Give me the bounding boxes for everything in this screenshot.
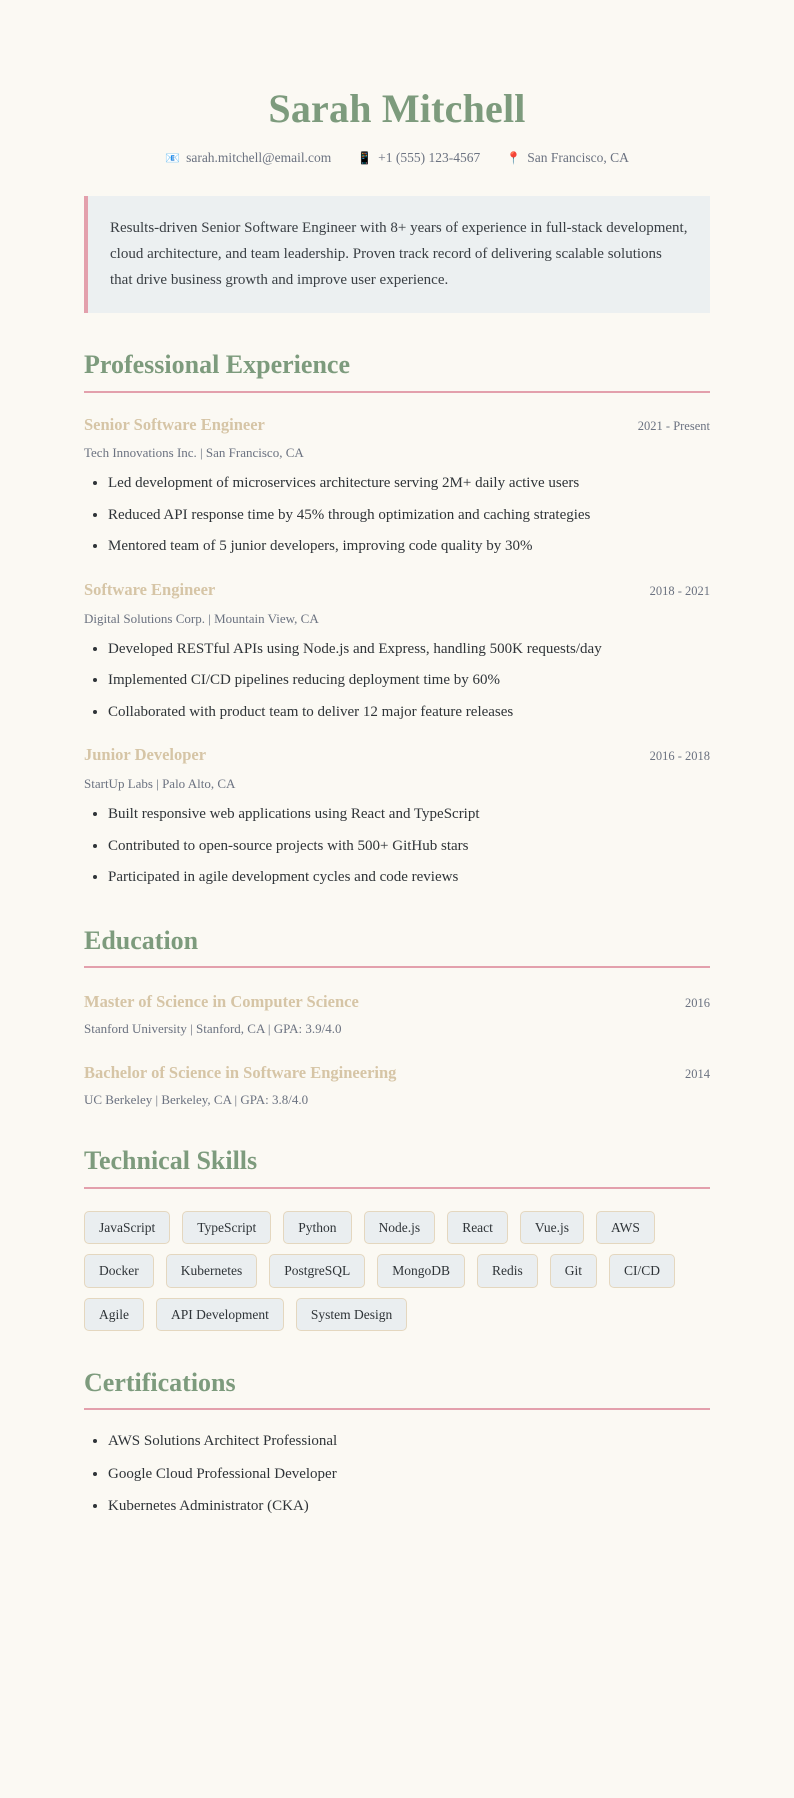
degree-title: Master of Science in Computer Science [84,991,359,1011]
skill-tag[interactable]: React [447,1211,508,1245]
job-bullets [84,472,710,558]
section-title-education: Education [84,925,199,955]
skill-tag[interactable]: TypeScript [182,1211,271,1245]
contact-email-text: sarah.mitchell@email.com [186,150,332,165]
job-bullets [84,638,710,724]
experience-entry-head [84,745,710,766]
job-company: Digital Solutions Corp. | Mountain View, CA [84,610,319,626]
education-entry [84,992,710,1039]
candidate-name: Sarah Mitchell [268,86,526,131]
job-date: 2016 - 2018 [649,749,710,764]
contact-email[interactable] [165,150,331,166]
education-entry [84,1063,710,1110]
section-title-certifications: Certifications [84,1368,236,1398]
skill-tag[interactable]: Docker [84,1254,154,1288]
job-date: 2021 - Present [637,418,710,433]
location-pin-icon: 📍 [506,151,522,165]
skill-tag[interactable]: Node.js [364,1211,436,1245]
skill-tag[interactable]: Kubernetes [166,1254,257,1288]
contact-location-text: San Francisco, CA [527,150,629,165]
phone-icon: 📱 [357,151,373,165]
degree-institution: UC Berkeley | Berkeley, CA | GPA: 3.8/4.0 [84,1092,309,1108]
job-bullet: • Participated in agile development cycles and code reviews [108,866,710,889]
skill-tag[interactable]: PostgreSQL [269,1254,365,1288]
certification-item: • Google Cloud Professional Developer [108,1463,710,1486]
section-divider [84,1408,710,1410]
degree-date: 2016 [685,995,710,1010]
job-bullet: • Built responsive web applications using React and TypeScript [108,803,710,826]
job-bullet: • Developed RESTful APIs using Node.js and Express, handling 500K requests/day [108,638,710,661]
degree-title: Bachelor of Science in Software Engineering [84,1062,397,1082]
certification-item: • Kubernetes Administrator (CKA) [108,1495,710,1518]
certification-item: • AWS Solutions Architect Professional [108,1430,710,1453]
contact-row [84,150,710,166]
skill-tag[interactable]: AWS [596,1211,655,1245]
skill-tag[interactable]: Git [550,1254,597,1288]
skill-tag[interactable]: Redis [477,1254,538,1288]
experience-entry [84,745,710,888]
section-education [84,925,710,1110]
education-entry-head [84,992,710,1013]
job-company: Tech Innovations Inc. | San Francisco, CA [84,445,304,461]
job-bullets [84,803,710,889]
contact-phone[interactable] [357,150,480,166]
job-company: StartUp Labs | Palo Alto, CA [84,775,236,791]
skill-tag[interactable]: System Design [296,1298,407,1332]
degree-date: 2014 [685,1066,710,1081]
skill-tag[interactable]: Vue.js [520,1211,584,1245]
job-bullet: • Contributed to open-source projects with 500+ GitHub stars [108,835,710,858]
certifications-list [84,1430,710,1518]
section-certifications [84,1367,710,1518]
skill-tag[interactable]: Python [283,1211,351,1245]
summary-text: Results-driven Senior Software Engineer with 8+ years of experience in full-stack development, cloud architecture, and team leadership. Proven track record of delivering scalable solutions that drive business growth and improve user experience. [110,220,688,288]
education-entry-head [84,1063,710,1084]
skill-tag[interactable]: API Development [156,1298,284,1332]
experience-entry-head [84,415,710,436]
experience-entry [84,415,710,558]
section-skills [84,1145,710,1331]
skill-tag[interactable]: MongoDB [377,1254,465,1288]
skills-tag-list [84,1211,710,1332]
resume-header [84,86,710,166]
contact-location [506,150,629,166]
section-divider [84,966,710,968]
job-title: Senior Software Engineer [84,414,265,434]
job-bullet: • Reduced API response time by 45% through optimization and caching strategies [108,504,710,527]
skill-tag[interactable]: Agile [84,1298,144,1332]
experience-entry-head [84,580,710,601]
section-title-skills: Technical Skills [84,1146,258,1176]
email-icon: 📧 [165,151,181,165]
section-divider [84,1187,710,1189]
job-bullet: • Implemented CI/CD pipelines reducing deployment time by 60% [108,669,710,692]
professional-summary [84,196,710,313]
contact-phone-text: +1 (555) 123-4567 [378,150,481,165]
degree-institution: Stanford University | Stanford, CA | GPA: 3.9/4.0 [84,1021,342,1037]
experience-entry [84,580,710,723]
job-date: 2018 - 2021 [649,583,710,598]
job-bullet: • Collaborated with product team to deliver 12 major feature releases [108,701,710,724]
job-title: Junior Developer [84,745,207,765]
skill-tag[interactable]: CI/CD [609,1254,675,1288]
job-title: Software Engineer [84,579,216,599]
job-bullet: • Led development of microservices architecture serving 2M+ daily active users [108,472,710,495]
skill-tag[interactable]: JavaScript [84,1211,170,1245]
section-title-experience: Professional Experience [84,350,350,380]
job-bullet: • Mentored team of 5 junior developers, improving code quality by 30% [108,535,710,558]
section-experience [84,349,710,888]
section-divider [84,391,710,393]
